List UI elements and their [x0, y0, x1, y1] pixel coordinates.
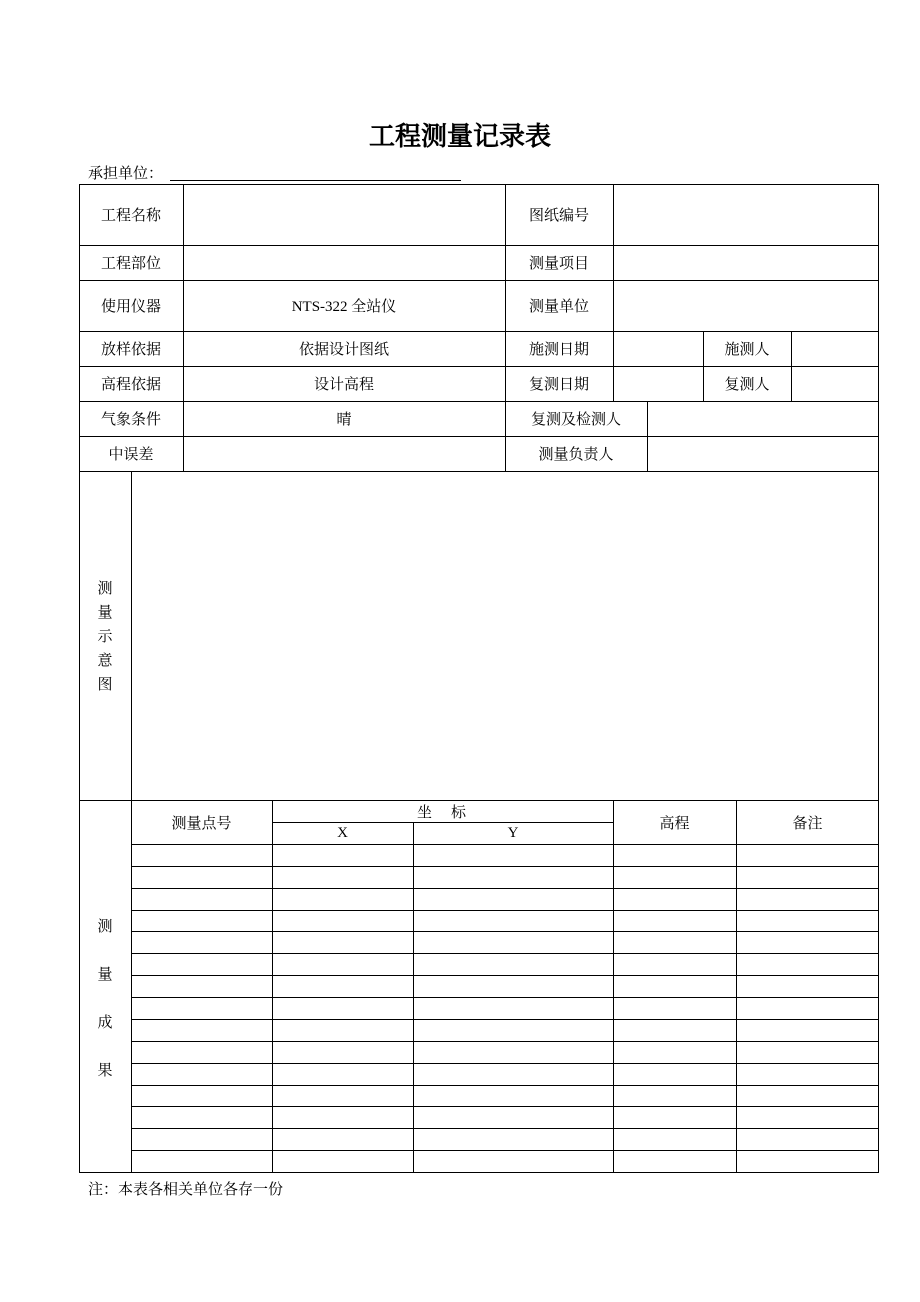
instrument-value[interactable]: NTS-322 全站仪	[291, 299, 397, 315]
col-header-coordinate: 坐 标	[416, 804, 468, 821]
table-cell[interactable]	[737, 1107, 878, 1127]
table-cell[interactable]	[273, 889, 413, 909]
table-cell[interactable]	[737, 1020, 878, 1040]
table-cell[interactable]	[132, 889, 272, 909]
table-cell[interactable]	[614, 998, 736, 1018]
elevation-basis-value[interactable]: 设计高程	[313, 377, 374, 393]
project-name-field[interactable]	[184, 185, 504, 244]
table-cell[interactable]	[737, 932, 878, 952]
table-cell[interactable]	[414, 998, 613, 1018]
mean-error-field[interactable]	[184, 437, 504, 470]
table-cell[interactable]	[614, 867, 736, 887]
table-cell[interactable]	[273, 1042, 413, 1062]
table-cell[interactable]	[737, 1129, 878, 1149]
table-cell[interactable]	[273, 1064, 413, 1084]
table-cell[interactable]	[614, 976, 736, 996]
table-cell[interactable]	[132, 976, 272, 996]
table-cell[interactable]	[737, 911, 878, 931]
table-cell[interactable]	[614, 1151, 736, 1171]
table-cell[interactable]	[132, 911, 272, 931]
elevation-basis-label: 高程依据	[100, 377, 161, 393]
survey-date-label: 施测日期	[528, 342, 589, 358]
table-cell[interactable]	[614, 1107, 736, 1127]
table-cell[interactable]	[614, 889, 736, 909]
table-cell[interactable]	[414, 1129, 613, 1149]
table-cell[interactable]	[614, 1064, 736, 1084]
table-cell[interactable]	[737, 976, 878, 996]
table-cell[interactable]	[614, 932, 736, 952]
table-cell[interactable]	[132, 845, 272, 865]
table-cell[interactable]	[737, 1064, 878, 1084]
page-title: 工程测量记录表	[368, 122, 551, 151]
project-part-label: 工程部位	[100, 256, 161, 272]
results-char: 测	[97, 919, 113, 935]
instrument-label: 使用仪器	[100, 299, 161, 315]
table-cell[interactable]	[273, 998, 413, 1018]
table-cell[interactable]	[273, 1129, 413, 1149]
sketch-area[interactable]	[132, 472, 878, 800]
survey-lead-field[interactable]	[648, 437, 877, 470]
table-cell[interactable]	[132, 954, 272, 974]
table-cell[interactable]	[614, 1020, 736, 1040]
table-cell[interactable]	[273, 976, 413, 996]
border-right	[878, 184, 879, 1173]
weather-label: 气象条件	[100, 412, 161, 428]
unit-input-line[interactable]	[170, 164, 461, 181]
unit-label: 承担单位：	[88, 166, 164, 182]
table-cell[interactable]	[414, 932, 613, 952]
table-cell[interactable]	[737, 1042, 878, 1062]
col-header-remark: 备注	[792, 815, 823, 832]
table-cell[interactable]	[737, 845, 878, 865]
recheck-inspector-field[interactable]	[648, 402, 877, 435]
table-cell[interactable]	[414, 867, 613, 887]
mean-error-label: 中误差	[108, 447, 154, 463]
table-cell[interactable]	[273, 845, 413, 865]
col-header-point-no: 测量点号	[171, 815, 232, 832]
table-cell[interactable]	[614, 1042, 736, 1062]
table-cell[interactable]	[273, 867, 413, 887]
table-cell[interactable]	[132, 998, 272, 1018]
survey-date-field[interactable]	[614, 332, 702, 365]
sketch-char: 意	[97, 653, 113, 669]
layout-basis-label: 放样依据	[100, 342, 161, 358]
table-cell[interactable]	[414, 1151, 613, 1171]
table-cell[interactable]	[273, 911, 413, 931]
survey-item-label: 测量项目	[528, 256, 589, 272]
footnote: 注：本表各相关单位各存一份	[88, 1182, 284, 1198]
recheck-date-label: 复测日期	[528, 377, 589, 393]
recheck-inspector-label: 复测及检测人	[530, 412, 621, 428]
table-cell[interactable]	[737, 889, 878, 909]
table-cell[interactable]	[737, 998, 878, 1018]
table-cell[interactable]	[614, 845, 736, 865]
sketch-char: 图	[97, 677, 113, 693]
table-cell[interactable]	[132, 1151, 272, 1171]
table-cell[interactable]	[614, 911, 736, 931]
survey-unit-field[interactable]	[614, 281, 877, 330]
col-header-y: Y	[507, 824, 519, 841]
results-char: 成	[97, 1015, 113, 1031]
table-cell[interactable]	[273, 932, 413, 952]
table-cell[interactable]	[414, 976, 613, 996]
results-char: 量	[97, 967, 113, 983]
results-char: 果	[97, 1063, 113, 1079]
table-cell[interactable]	[737, 954, 878, 974]
table-cell[interactable]	[414, 1107, 613, 1127]
table-cell[interactable]	[737, 1086, 878, 1106]
drawing-no-field[interactable]	[614, 185, 877, 244]
table-cell[interactable]	[414, 1086, 613, 1106]
sketch-section-label	[95, 577, 115, 697]
table-cell[interactable]	[273, 1107, 413, 1127]
table-cell[interactable]	[414, 1064, 613, 1084]
sketch-char: 示	[97, 629, 113, 645]
table-cell[interactable]	[414, 1042, 613, 1062]
project-name-label: 工程名称	[100, 208, 161, 224]
survey-item-field[interactable]	[614, 246, 877, 279]
table-cell[interactable]	[414, 845, 613, 865]
table-cell[interactable]	[414, 911, 613, 931]
record-table	[79, 184, 879, 1173]
table-cell[interactable]	[614, 1086, 736, 1106]
table-cell[interactable]	[737, 867, 878, 887]
table-cell[interactable]	[273, 954, 413, 974]
surveyor-field[interactable]	[792, 332, 877, 365]
table-cell[interactable]	[132, 1042, 272, 1062]
table-cell[interactable]	[614, 954, 736, 974]
rechecker-field[interactable]	[792, 367, 877, 400]
col-header-elevation: 高程	[659, 815, 690, 832]
weather-value[interactable]: 晴	[336, 412, 352, 428]
recheck-date-field[interactable]	[614, 367, 702, 400]
drawing-no-label: 图纸编号	[528, 208, 589, 224]
layout-basis-value[interactable]: 依据设计图纸	[298, 342, 389, 358]
table-cell[interactable]	[614, 1129, 736, 1149]
table-cell[interactable]	[132, 932, 272, 952]
border-bottom	[79, 1172, 879, 1173]
sketch-char: 量	[97, 605, 113, 621]
table-cell[interactable]	[737, 1151, 878, 1171]
survey-lead-label: 测量负责人	[538, 447, 614, 463]
table-cell[interactable]	[132, 1086, 272, 1106]
col-header-x: X	[337, 824, 348, 841]
table-cell[interactable]	[414, 954, 613, 974]
survey-unit-label: 测量单位	[528, 299, 589, 315]
table-cell[interactable]	[414, 889, 613, 909]
table-cell[interactable]	[132, 867, 272, 887]
table-cell[interactable]	[414, 1020, 613, 1040]
table-cell[interactable]	[273, 1151, 413, 1171]
sketch-char: 测	[97, 581, 113, 597]
table-cell[interactable]	[132, 1129, 272, 1149]
results-section-label	[95, 903, 115, 1095]
table-cell[interactable]	[273, 1086, 413, 1106]
table-cell[interactable]	[132, 1064, 272, 1084]
table-cell[interactable]	[132, 1107, 272, 1127]
surveyor-label: 施测人	[724, 342, 770, 358]
table-cell[interactable]	[132, 1020, 272, 1040]
rechecker-label: 复测人	[724, 377, 770, 393]
project-part-field[interactable]	[184, 246, 504, 279]
table-cell[interactable]	[273, 1020, 413, 1040]
